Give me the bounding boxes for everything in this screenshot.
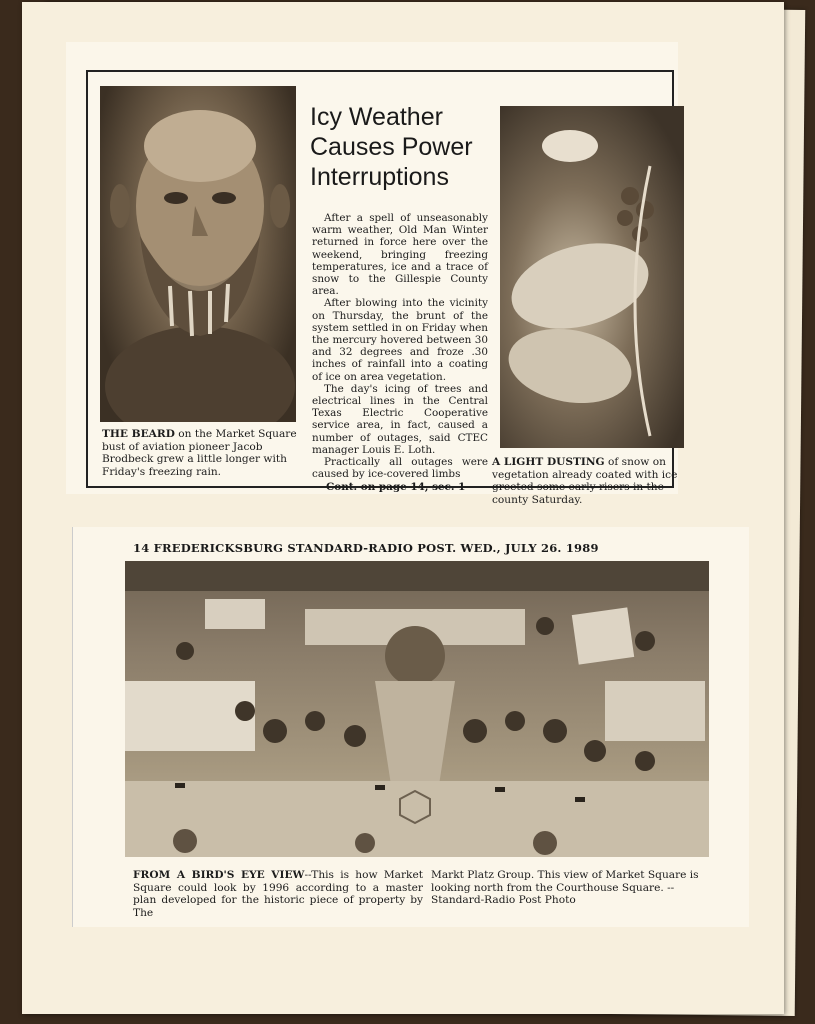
article-paragraph: The day's icing of trees and electrical lines in the Central Texas Electric Cooperative service area, in fact, caused a number of outages, said CTEC manager Louis E. Loth. bbox=[312, 382, 488, 456]
newspaper-clipping-market-square bbox=[72, 527, 749, 927]
dateline: 14 FREDERICKSBURG STANDARD-RADIO POST. WED., JULY 26. 1989 bbox=[133, 541, 599, 555]
caption-beard bbox=[102, 428, 298, 478]
article-paragraph: After blowing into the vicinity on Thursday, the brunt of the system settled in on Friday when the mercury hovered between 30 and 32 degrees and froze .30 inches of rainfall into a coating of ice on area vegetation. bbox=[312, 297, 488, 383]
caption-lead: A LIGHT DUSTING bbox=[492, 456, 605, 468]
aerial-view-illustration bbox=[125, 561, 709, 857]
caption-light-dusting bbox=[492, 456, 688, 506]
continued-line: Cont. on page 14, sec. 1 bbox=[326, 481, 466, 494]
newspaper-clipping-icy-weather bbox=[66, 42, 678, 506]
caption-birds-eye-left bbox=[133, 869, 423, 919]
caption-text: of snow on vegetation already coated with ice greeted some early risers in the county Saturday. bbox=[492, 456, 678, 506]
caption-lead: FROM A BIRD'S EYE VIEW bbox=[133, 869, 305, 881]
caption-text: --This is how Market Square could look by 1996 according to a master plan developed for the historic piece of property by The bbox=[133, 869, 423, 919]
caption-birds-eye-right: Markt Platz Group. This view of Market Square is looking north from the Courthouse Square. --Standard-Radio Post Photo bbox=[431, 869, 699, 907]
article-paragraph: After a spell of unseasonably warm weather, Old Man Winter returned in force here over the weekend, bringing freezing temperatures, ice and a trace of snow to the Gillespie County area. bbox=[312, 212, 488, 298]
caption-text: on the Market Square bust of aviation pioneer Jacob Brodbeck grew a little longer with Friday's freezing rain. bbox=[102, 428, 297, 478]
photo-market-square-aerial bbox=[125, 561, 709, 857]
bust-illustration bbox=[100, 86, 296, 422]
clipping-border bbox=[86, 70, 678, 506]
caption-lead: THE BEARD bbox=[102, 428, 175, 440]
scrapbook-page bbox=[22, 2, 784, 1014]
headline: Icy Weather Causes Power Interruptions bbox=[310, 103, 473, 191]
photo-icy-vegetation bbox=[500, 106, 684, 448]
article-paragraph: Practically all outages were caused by ice-covered limbs bbox=[312, 456, 488, 481]
article-body bbox=[312, 212, 488, 494]
photo-brodbeck-bust bbox=[100, 86, 296, 422]
icy-leaves-illustration bbox=[500, 106, 684, 448]
